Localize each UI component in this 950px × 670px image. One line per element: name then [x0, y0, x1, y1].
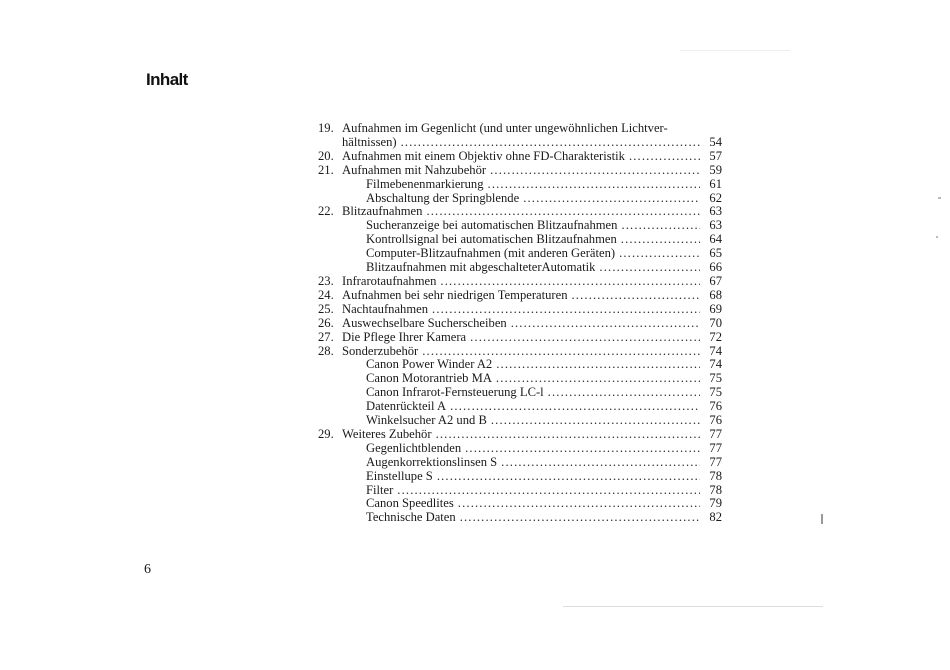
toc-dot-leader — [401, 136, 700, 150]
toc-entry-title: Aufnahmen im Gegenlicht (und unter ungewöhnlichen Lichtver- — [342, 121, 668, 135]
toc-entry — [318, 233, 722, 247]
toc-entry — [318, 289, 722, 303]
toc-entry-title: Canon Power Winder A2 — [366, 357, 493, 372]
toc-entry-page: 78 — [709, 468, 722, 483]
toc-entry-title: Canon Speedlites — [366, 496, 454, 511]
toc-dot-leader — [496, 372, 700, 386]
toc-entry-title: Canon Motorantrieb MA — [366, 371, 492, 386]
toc-dot-leader — [629, 150, 700, 164]
toc-entry — [318, 470, 722, 484]
toc-entry — [318, 192, 722, 206]
toc-entry — [318, 511, 722, 525]
toc-entry-page: 66 — [709, 260, 722, 275]
scan-speck — [938, 197, 941, 199]
toc-entry-number: 24. — [318, 287, 334, 302]
toc-entry-page: 62 — [709, 190, 722, 205]
toc-dot-leader — [511, 317, 700, 331]
toc-dot-leader — [432, 303, 700, 317]
toc-dot-leader — [450, 400, 700, 414]
toc-entry — [318, 150, 722, 164]
toc-entry — [318, 261, 722, 275]
toc-entry-title: Einstellupe S — [366, 468, 433, 483]
toc-entry — [318, 331, 722, 345]
toc-entry-title: Gegenlichtblenden — [366, 440, 462, 455]
toc-entry — [318, 303, 722, 317]
toc-entry-number: 19. — [318, 121, 334, 135]
toc-entry-title: Augenkorrektionslinsen S — [366, 454, 498, 469]
toc-entry-title: Abschaltung der Springblende — [366, 190, 520, 205]
toc-entry-number: 20. — [318, 148, 334, 163]
toc-entry-number: 27. — [318, 329, 334, 344]
toc-dot-leader — [458, 497, 700, 511]
toc-entry — [318, 428, 722, 442]
toc-dot-leader — [397, 484, 700, 498]
toc-entry-title: Sucheranzeige bei automatischen Blitzaufnahmen — [366, 218, 618, 233]
toc-entry-page: 57 — [709, 148, 722, 163]
toc-dot-leader — [426, 205, 700, 219]
toc-dot-leader — [501, 456, 700, 470]
toc-entry-title: Die Pflege Ihrer Kamera — [342, 329, 467, 344]
toc-entry-page: 77 — [709, 440, 722, 455]
toc-entry — [318, 345, 722, 359]
toc-entry-page: 65 — [709, 246, 722, 261]
toc-entry-page: 74 — [709, 343, 722, 358]
scan-speck — [680, 50, 790, 51]
toc-dot-leader — [422, 345, 700, 359]
toc-entry-title: Blitzaufnahmen mit abgeschalteterAutomatik — [366, 260, 596, 275]
toc-entry-title: Auswechselbare Sucherscheiben — [342, 315, 507, 330]
toc-entry-number: 26. — [318, 315, 334, 330]
toc-dot-leader — [465, 442, 700, 456]
toc-entry — [318, 247, 722, 261]
toc-entry-number: 28. — [318, 343, 334, 358]
toc-dot-leader — [572, 289, 701, 303]
toc-entry — [318, 219, 722, 233]
toc-entry-title: Infrarotaufnahmen — [342, 273, 437, 288]
toc-entry — [318, 275, 722, 289]
toc-entry-page: 70 — [709, 315, 722, 330]
toc-entry — [318, 386, 722, 400]
toc-entry — [318, 178, 722, 192]
table-of-contents — [318, 122, 722, 525]
toc-entry-title: Filmebenenmarkierung — [366, 176, 484, 191]
toc-entry-title: Datenrückteil A — [366, 399, 447, 414]
toc-entry — [318, 414, 722, 428]
toc-entry-page: 69 — [709, 301, 722, 316]
toc-dot-leader — [491, 414, 700, 428]
toc-entry-page: 76 — [709, 413, 722, 428]
toc-dot-leader — [440, 275, 700, 289]
toc-entry-page: 78 — [709, 482, 722, 497]
toc-entry-title: Blitzaufnahmen — [342, 204, 423, 219]
toc-dot-leader — [437, 470, 700, 484]
toc-entry-page: 68 — [709, 287, 722, 302]
toc-entry-page: 82 — [709, 510, 722, 525]
toc-entry-number: 29. — [318, 426, 334, 441]
toc-dot-leader — [460, 511, 700, 525]
toc-entry-page: 59 — [709, 162, 722, 177]
toc-entry-page: 72 — [709, 329, 722, 344]
toc-entry — [318, 400, 722, 414]
toc-entry-page: 75 — [709, 371, 722, 386]
toc-entry — [318, 122, 722, 136]
toc-entry-title: Kontrollsignal bei automatischen Blitzaufnahmen — [366, 232, 617, 247]
toc-entry-title: Computer-Blitzaufnahmen (mit anderen Geräten) — [366, 246, 616, 261]
toc-dot-leader — [621, 219, 700, 233]
toc-dot-leader — [619, 247, 700, 261]
toc-entry-page: 74 — [709, 357, 722, 372]
scan-speck — [563, 606, 823, 607]
toc-entry — [318, 358, 722, 372]
scan-speck — [936, 236, 938, 238]
toc-entry-title: Winkelsucher A2 und B — [366, 413, 487, 428]
toc-entry — [318, 205, 722, 219]
toc-entry — [318, 484, 722, 498]
toc-dot-leader — [496, 358, 700, 372]
toc-dot-leader — [488, 178, 700, 192]
toc-entry-number: 25. — [318, 301, 334, 316]
toc-entry-title: Technische Daten — [366, 510, 456, 525]
toc-entry-page: 67 — [709, 273, 722, 288]
toc-entry-number: 22. — [318, 204, 334, 219]
toc-entry-page: 75 — [709, 385, 722, 400]
toc-entry — [318, 456, 722, 470]
toc-entry-title: Canon Infrarot-Fernsteuerung LC-l — [366, 385, 544, 400]
toc-dot-leader — [599, 261, 700, 275]
scan-speck — [821, 514, 823, 524]
toc-dot-leader — [470, 331, 700, 345]
toc-entry-title: Filter — [366, 482, 394, 497]
page-number: 6 — [144, 562, 151, 577]
toc-entry-title: Nachtaufnahmen — [342, 301, 429, 316]
toc-entry-title: Sonderzubehör — [342, 343, 419, 358]
toc-entry-page: 77 — [709, 454, 722, 469]
toc-entry-page: 77 — [709, 426, 722, 441]
toc-dot-leader — [436, 428, 700, 442]
toc-entry-page: 61 — [709, 176, 722, 191]
toc-entry — [318, 442, 722, 456]
toc-entry — [318, 317, 722, 331]
page-heading: Inhalt — [146, 70, 188, 89]
toc-entry-title: Aufnahmen mit einem Objektiv ohne FD-Charakteristik — [342, 148, 625, 163]
toc-entry-page: 76 — [709, 399, 722, 414]
toc-entry — [318, 497, 722, 511]
toc-entry — [318, 372, 722, 386]
toc-entry-page: 63 — [709, 204, 722, 219]
toc-dot-leader — [548, 386, 700, 400]
toc-entry-page: 64 — [709, 232, 722, 247]
toc-entry-number: 23. — [318, 273, 334, 288]
toc-dot-leader — [523, 192, 700, 206]
toc-entry-number: 21. — [318, 162, 334, 177]
toc-entry-title: Weiteres Zubehör — [342, 426, 432, 441]
toc-entry-page: 63 — [709, 218, 722, 233]
toc-entry-page: 79 — [709, 496, 722, 511]
toc-entry-title: hältnissen) — [342, 134, 397, 149]
toc-entry — [318, 164, 722, 178]
toc-entry — [318, 136, 722, 150]
toc-dot-leader — [621, 233, 700, 247]
toc-entry-page: 54 — [709, 134, 722, 149]
toc-entry-title: Aufnahmen mit Nahzubehör — [342, 162, 487, 177]
toc-entry-title: Aufnahmen bei sehr niedrigen Temperaturen — [342, 287, 568, 302]
toc-dot-leader — [490, 164, 700, 178]
